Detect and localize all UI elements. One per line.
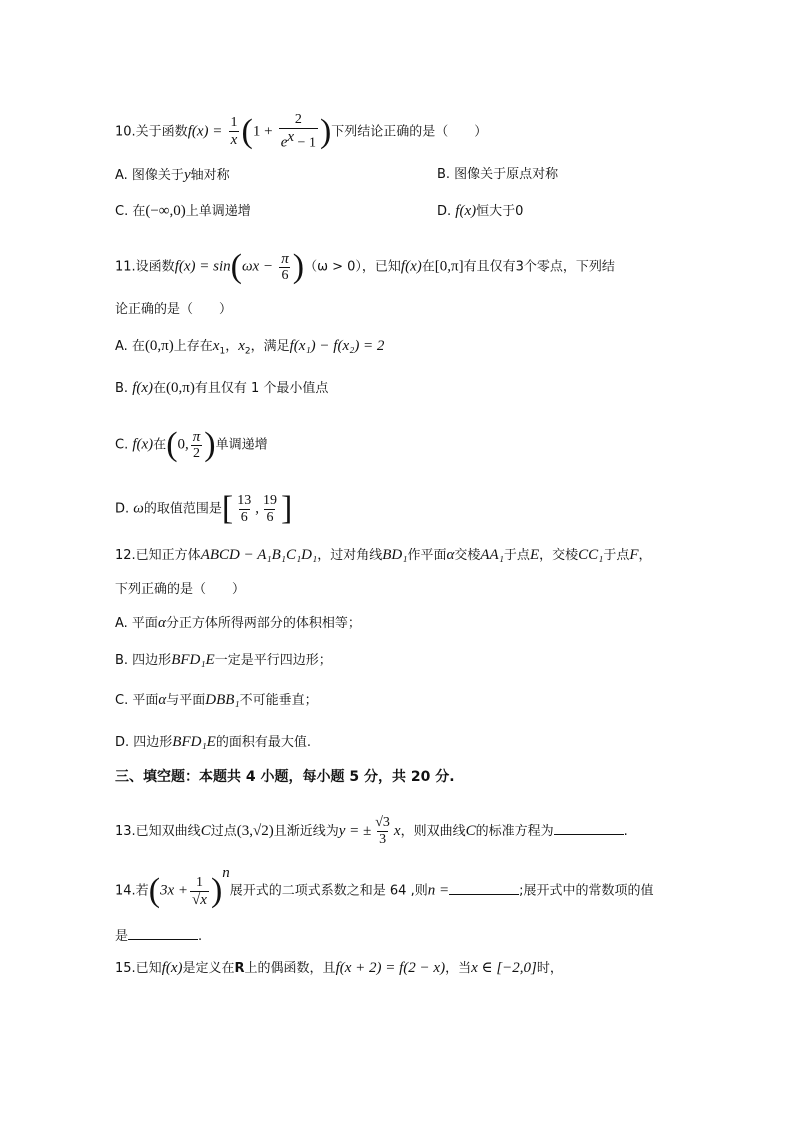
q11-option-c: C. f(x)在(0, $\frac{\pi}{2}$ )单调递增 xyxy=(115,426,268,463)
q15-stem: 15.已知f(x)是定义在R上的偶函数，且f(x + 2) = f(2 − x)，当x ∈ [−2,0]时， xyxy=(115,960,563,976)
q11-option-b: B. f(x)在(0,π)有且仅有 1 个最小值点 xyxy=(115,380,329,396)
section-heading: 三、填空题：本题共 4 小题，每小题 5 分，共 20 分. xyxy=(115,769,455,785)
q12-option-c: C. 平面α与平面DBB₁不可能垂直； xyxy=(115,692,318,708)
q10-option-b: B. 图像关于原点对称 xyxy=(437,167,559,182)
q11-option-a: A. 在(0,π)上存在$x_1$，$x_2$，满足f(x₁) − f(x₂) = 2 xyxy=(115,338,385,357)
q11-stem: 11.设函数f(x) = sin(ωx − $\frac{\pi}{6}$ )（ω > 0），已知f(x)在[0,π]有且仅有3个零点，下列结 xyxy=(115,248,615,285)
q12-stem: 12.已知正方体ABCD − A₁B₁C₁D₁，过对角线BD₁作平面α交棱AA₁于点E，交棱CC₁于点F， xyxy=(115,547,652,563)
q11-option-d: D. ω的取值范围是[ $\frac{13}{6}$ , $\frac{19}{6}$ ] xyxy=(115,490,293,527)
q10-option-a: A. 图像关于y轴对称 xyxy=(115,167,230,183)
q12-option-a: A. 平面α分正方体所得两部分的体积相等； xyxy=(115,615,361,631)
q11-frac: $\frac{\pi}{6}$ xyxy=(281,250,289,283)
q10-prefix: 10.关于函数 xyxy=(115,124,188,140)
q10-suffix: 下列结论正确的是（ ） xyxy=(331,124,488,140)
q10-stem xyxy=(115,112,487,152)
q12-stem-line2: 下列正确的是（ ） xyxy=(115,582,246,597)
q10-inner-one: 1 + xyxy=(252,123,273,140)
q14-answer-blank-n[interactable] xyxy=(449,880,519,895)
q10-lparen: ( xyxy=(241,112,253,150)
q14-stem-line2: 是 . xyxy=(115,925,202,947)
q14-stem: 14.若(3x + $\frac{1}{√x}$ )$^n$展开式的二项式系数之和是 64 ,则n = ;展开式中的常数项的值 xyxy=(115,865,654,909)
q12-option-b: B. 四边形BFD₁E一定是平行四边形； xyxy=(115,652,332,668)
q10-option-c: C. 在(−∞,0)上单调递增 xyxy=(115,203,251,219)
q13-answer-blank[interactable] xyxy=(554,820,624,835)
q12-option-d: D. 四边形BFD₁E的面积有最大值. xyxy=(115,734,311,750)
q10-frac2: $\frac{2}{e^x - 1}$ xyxy=(280,112,316,151)
q10-fx: f(x) = xyxy=(187,123,223,140)
q11-stem-line2: 论正确的是（ ） xyxy=(115,302,233,317)
q10-frac1: $\frac{1}{x}$ xyxy=(230,115,238,149)
q14-answer-blank-constant[interactable] xyxy=(128,925,198,940)
q13-stem: 13.已知双曲线C过点(3,√2)且渐近线为y = ± $\frac{√3}{3}$ x，则双曲线C的标准方程为 . xyxy=(115,815,628,847)
q10-rparen: ) xyxy=(319,112,332,150)
q10-option-d: D. f(x)恒大于0 xyxy=(437,203,524,219)
